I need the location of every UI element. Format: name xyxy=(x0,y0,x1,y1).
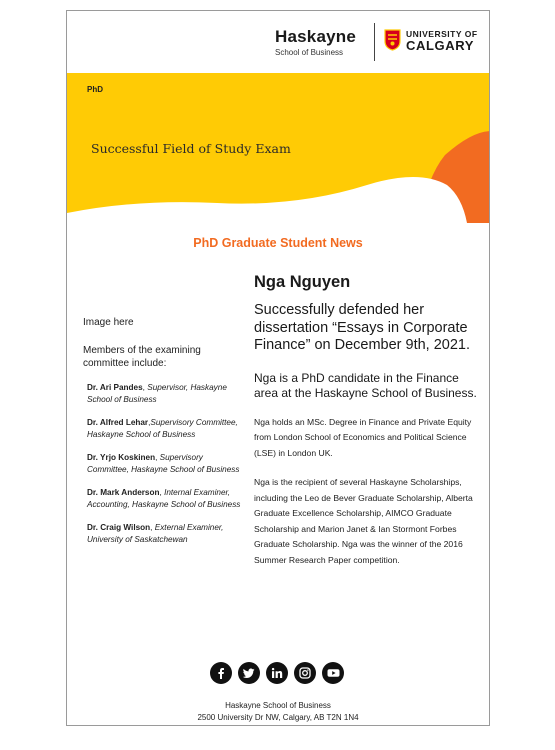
members-intro: Members of the examining committee include: xyxy=(83,345,201,369)
footer-school: Haskayne School of Business xyxy=(225,701,331,710)
member-role: Internal Examiner, Accounting, Haskayne School of Business xyxy=(87,488,241,509)
committee-column xyxy=(83,317,243,545)
university-line2: CALGARY xyxy=(406,38,474,53)
member-name: Dr. Ari Pandes xyxy=(87,383,143,392)
instagram-icon[interactable] xyxy=(294,662,316,684)
member-name: Dr. Yrjo Koskinen xyxy=(87,453,156,462)
brand-name: Haskayne xyxy=(275,27,356,46)
committee-member xyxy=(83,417,243,440)
student-name: Nga Nguyen xyxy=(254,273,351,291)
social-links xyxy=(210,662,344,684)
footer xyxy=(67,700,489,724)
image-placeholder: Image here xyxy=(83,317,134,328)
member-separator: , xyxy=(148,418,151,427)
email-frame xyxy=(66,10,490,726)
university-crest-icon xyxy=(384,29,401,51)
banner-tag: PhD xyxy=(87,85,103,94)
defense-statement: Successfully defended her dissertation “Essays in Corporate Finance” on December 9th, 2021. xyxy=(254,302,471,353)
university-line1: UNIVERSITY OF xyxy=(406,29,478,39)
member-role: External Examiner, University of Saskatchewan xyxy=(87,523,224,544)
logo-row xyxy=(67,11,489,73)
committee-member xyxy=(83,487,243,510)
member-separator: , xyxy=(159,488,165,497)
member-separator: , xyxy=(142,383,148,392)
banner-title: Successful Field of Study Exam xyxy=(91,141,291,156)
committee-member xyxy=(83,452,243,475)
member-name: Dr. Alfred Lehar xyxy=(87,418,149,427)
footer-address: 2500 University Dr NW, Calgary, AB T2N 1N4 xyxy=(197,713,359,722)
education-paragraph: Nga holds an MSc. Degree in Finance and Private Equity from London School of Economics and Political Science (LSE) in London UK. xyxy=(254,416,472,458)
university-logo[interactable] xyxy=(406,29,478,52)
member-separator: , xyxy=(155,453,160,462)
candidate-statement: Nga is a PhD candidate in the Finance area at the Haskayne School of Business. xyxy=(254,370,477,400)
facebook-icon[interactable] xyxy=(210,662,232,684)
member-name: Dr. Mark Anderson xyxy=(87,488,160,497)
linkedin-icon[interactable] xyxy=(266,662,288,684)
member-separator: , xyxy=(150,523,155,532)
member-name: Dr. Craig Wilson xyxy=(87,523,151,532)
member-role: Supervisor, Haskayne School of Business xyxy=(87,383,227,404)
committee-member xyxy=(83,522,243,545)
brand-subtitle: School of Business xyxy=(275,48,344,57)
member-role: Supervisory Committee, Haskayne School of Business xyxy=(87,418,238,439)
student-column xyxy=(254,273,484,568)
haskayne-logo[interactable] xyxy=(275,28,356,57)
member-role: Supervisory Committee, Haskayne School of Business xyxy=(87,453,240,474)
hero-banner xyxy=(67,73,489,223)
youtube-icon[interactable] xyxy=(322,662,344,684)
twitter-icon[interactable] xyxy=(238,662,260,684)
committee-member xyxy=(83,382,243,405)
logo-divider xyxy=(374,23,375,61)
news-title: PhD Graduate Student News xyxy=(193,236,363,250)
scholarships-paragraph: Nga is the recipient of several Haskayne Scholarships, including the Leo de Bever Graduate Scholarship, Alberta Graduate Excellence Scholarship, AIMCO Graduate Scholarship and Marion Janet & Ian Stormont Forbes Graduate Scholarship. Nga was the winner of the 2016 Summer Research Paper competition. xyxy=(254,477,473,565)
